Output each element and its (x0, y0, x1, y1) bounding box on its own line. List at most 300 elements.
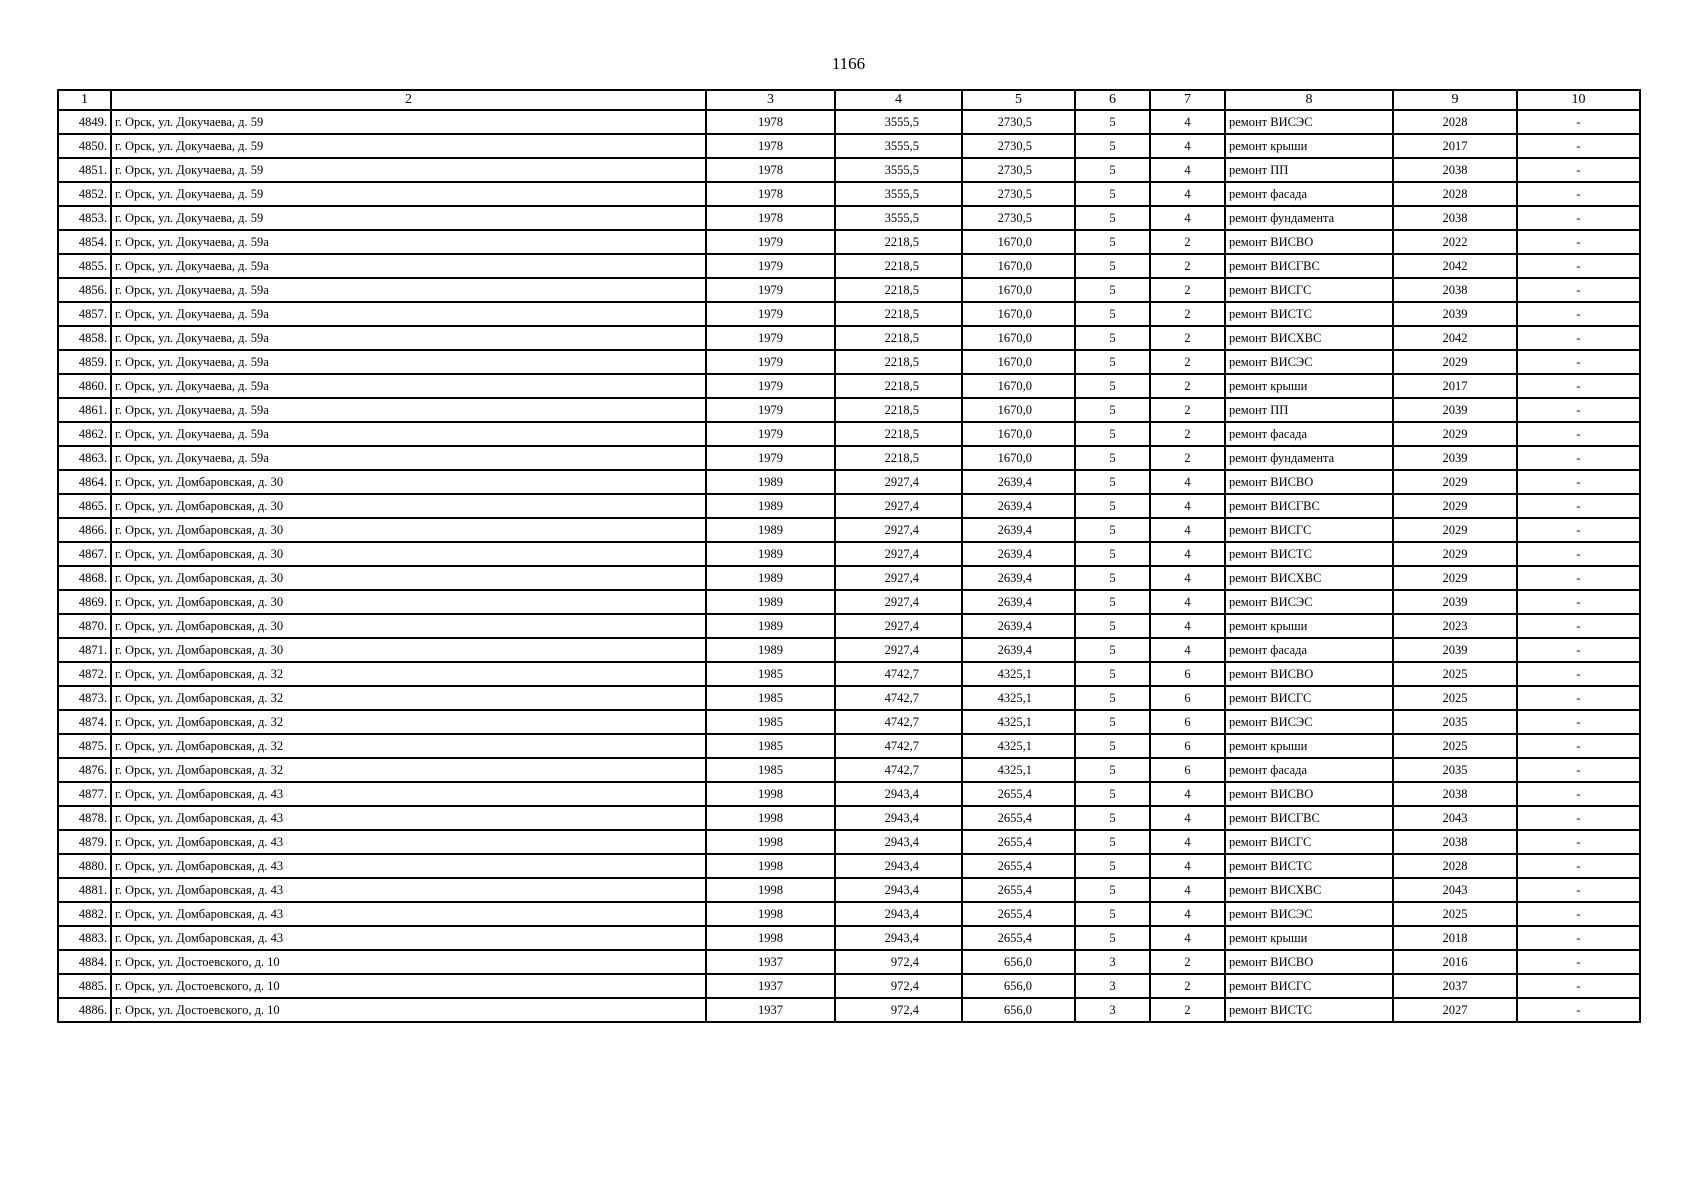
cell-year-built: 1989 (706, 614, 835, 638)
cell-entrances: 4 (1150, 470, 1225, 494)
cell-total-area: 3555,5 (835, 206, 962, 230)
table-row (58, 254, 1640, 278)
cell-note: - (1517, 254, 1640, 278)
cell-address: г. Орск, ул. Докучаева, д. 59 (111, 206, 706, 230)
cell-total-area: 2218,5 (835, 254, 962, 278)
cell-row-number: 4874. (58, 710, 111, 734)
cell-address: г. Орск, ул. Докучаева, д. 59а (111, 230, 706, 254)
cell-note: - (1517, 830, 1640, 854)
header-col-8: 8 (1225, 90, 1393, 110)
cell-address: г. Орск, ул. Достоевского, д. 10 (111, 950, 706, 974)
cell-living-area: 1670,0 (962, 230, 1075, 254)
cell-address: г. Орск, ул. Домбаровская, д. 30 (111, 494, 706, 518)
cell-work-type: ремонт фасада (1225, 422, 1393, 446)
cell-living-area: 2730,5 (962, 110, 1075, 134)
table-row (58, 926, 1640, 950)
cell-floors: 5 (1075, 398, 1150, 422)
cell-planned-year: 2038 (1393, 206, 1517, 230)
cell-entrances: 4 (1150, 542, 1225, 566)
cell-entrances: 6 (1150, 758, 1225, 782)
header-col-3: 3 (706, 90, 835, 110)
cell-planned-year: 2018 (1393, 926, 1517, 950)
cell-row-number: 4863. (58, 446, 111, 470)
cell-address: г. Орск, ул. Докучаева, д. 59 (111, 182, 706, 206)
cell-floors: 5 (1075, 182, 1150, 206)
cell-floors: 5 (1075, 686, 1150, 710)
table-row (58, 374, 1640, 398)
table-row (58, 590, 1640, 614)
cell-address: г. Орск, ул. Докучаева, д. 59 (111, 110, 706, 134)
cell-note: - (1517, 110, 1640, 134)
cell-year-built: 1989 (706, 518, 835, 542)
cell-row-number: 4884. (58, 950, 111, 974)
cell-planned-year: 2017 (1393, 134, 1517, 158)
cell-year-built: 1979 (706, 302, 835, 326)
table-row (58, 542, 1640, 566)
cell-note: - (1517, 470, 1640, 494)
cell-work-type: ремонт ВИСГС (1225, 830, 1393, 854)
cell-year-built: 1989 (706, 566, 835, 590)
cell-year-built: 1937 (706, 950, 835, 974)
cell-floors: 5 (1075, 566, 1150, 590)
table-row (58, 830, 1640, 854)
cell-row-number: 4850. (58, 134, 111, 158)
cell-row-number: 4858. (58, 326, 111, 350)
cell-address: г. Орск, ул. Домбаровская, д. 30 (111, 542, 706, 566)
cell-entrances: 4 (1150, 830, 1225, 854)
cell-floors: 5 (1075, 590, 1150, 614)
cell-address: г. Орск, ул. Докучаева, д. 59а (111, 422, 706, 446)
cell-year-built: 1978 (706, 134, 835, 158)
cell-work-type: ремонт ВИСГС (1225, 686, 1393, 710)
cell-planned-year: 2029 (1393, 518, 1517, 542)
cell-work-type: ремонт ВИСВО (1225, 782, 1393, 806)
table-row (58, 566, 1640, 590)
header-col-1: 1 (58, 90, 111, 110)
table-row (58, 230, 1640, 254)
cell-entrances: 2 (1150, 974, 1225, 998)
cell-year-built: 1989 (706, 494, 835, 518)
cell-planned-year: 2028 (1393, 182, 1517, 206)
cell-total-area: 2927,4 (835, 494, 962, 518)
table-row (58, 614, 1640, 638)
cell-total-area: 2218,5 (835, 446, 962, 470)
cell-entrances: 4 (1150, 134, 1225, 158)
table-row (58, 158, 1640, 182)
cell-work-type: ремонт ПП (1225, 158, 1393, 182)
cell-note: - (1517, 374, 1640, 398)
table-row (58, 278, 1640, 302)
cell-year-built: 1985 (706, 758, 835, 782)
cell-work-type: ремонт ВИСТС (1225, 302, 1393, 326)
cell-planned-year: 2038 (1393, 782, 1517, 806)
cell-address: г. Орск, ул. Домбаровская, д. 30 (111, 638, 706, 662)
cell-planned-year: 2025 (1393, 686, 1517, 710)
cell-living-area: 1670,0 (962, 398, 1075, 422)
cell-address: г. Орск, ул. Докучаева, д. 59а (111, 302, 706, 326)
cell-note: - (1517, 758, 1640, 782)
cell-planned-year: 2035 (1393, 710, 1517, 734)
cell-total-area: 2927,4 (835, 566, 962, 590)
cell-living-area: 1670,0 (962, 374, 1075, 398)
cell-note: - (1517, 590, 1640, 614)
cell-row-number: 4866. (58, 518, 111, 542)
cell-row-number: 4852. (58, 182, 111, 206)
cell-row-number: 4882. (58, 902, 111, 926)
cell-work-type: ремонт фасада (1225, 758, 1393, 782)
cell-living-area: 1670,0 (962, 422, 1075, 446)
cell-note: - (1517, 710, 1640, 734)
cell-floors: 5 (1075, 494, 1150, 518)
cell-planned-year: 2037 (1393, 974, 1517, 998)
cell-floors: 5 (1075, 662, 1150, 686)
cell-note: - (1517, 662, 1640, 686)
cell-row-number: 4859. (58, 350, 111, 374)
cell-planned-year: 2042 (1393, 326, 1517, 350)
cell-floors: 5 (1075, 422, 1150, 446)
cell-address: г. Орск, ул. Докучаева, д. 59а (111, 278, 706, 302)
cell-note: - (1517, 326, 1640, 350)
header-col-6: 6 (1075, 90, 1150, 110)
cell-work-type: ремонт фасада (1225, 182, 1393, 206)
cell-entrances: 4 (1150, 926, 1225, 950)
cell-entrances: 2 (1150, 950, 1225, 974)
cell-floors: 5 (1075, 614, 1150, 638)
cell-year-built: 1989 (706, 590, 835, 614)
table-row (58, 782, 1640, 806)
cell-total-area: 2218,5 (835, 326, 962, 350)
header-col-2: 2 (111, 90, 706, 110)
table-row (58, 422, 1640, 446)
cell-planned-year: 2043 (1393, 878, 1517, 902)
cell-note: - (1517, 518, 1640, 542)
cell-work-type: ремонт ВИСГС (1225, 518, 1393, 542)
cell-total-area: 2943,4 (835, 806, 962, 830)
table-row (58, 734, 1640, 758)
cell-work-type: ремонт крыши (1225, 134, 1393, 158)
cell-floors: 3 (1075, 950, 1150, 974)
table-row (58, 662, 1640, 686)
cell-entrances: 4 (1150, 182, 1225, 206)
cell-total-area: 2218,5 (835, 302, 962, 326)
table-row (58, 182, 1640, 206)
cell-address: г. Орск, ул. Домбаровская, д. 32 (111, 734, 706, 758)
cell-living-area: 1670,0 (962, 446, 1075, 470)
cell-floors: 3 (1075, 998, 1150, 1022)
cell-row-number: 4861. (58, 398, 111, 422)
cell-living-area: 2655,4 (962, 878, 1075, 902)
cell-entrances: 6 (1150, 662, 1225, 686)
cell-living-area: 656,0 (962, 998, 1075, 1022)
cell-total-area: 2218,5 (835, 230, 962, 254)
cell-note: - (1517, 638, 1640, 662)
cell-row-number: 4853. (58, 206, 111, 230)
cell-note: - (1517, 854, 1640, 878)
cell-work-type: ремонт ВИСВО (1225, 230, 1393, 254)
cell-work-type: ремонт ВИСВО (1225, 950, 1393, 974)
cell-entrances: 2 (1150, 326, 1225, 350)
header-col-10: 10 (1517, 90, 1640, 110)
cell-total-area: 4742,7 (835, 686, 962, 710)
cell-floors: 5 (1075, 878, 1150, 902)
cell-planned-year: 2023 (1393, 614, 1517, 638)
header-col-7: 7 (1150, 90, 1225, 110)
cell-living-area: 4325,1 (962, 710, 1075, 734)
cell-floors: 5 (1075, 446, 1150, 470)
cell-year-built: 1998 (706, 806, 835, 830)
cell-planned-year: 2029 (1393, 350, 1517, 374)
table-row (58, 302, 1640, 326)
cell-planned-year: 2039 (1393, 638, 1517, 662)
cell-floors: 5 (1075, 854, 1150, 878)
table-row (58, 110, 1640, 134)
cell-year-built: 1998 (706, 926, 835, 950)
cell-year-built: 1979 (706, 278, 835, 302)
cell-planned-year: 2042 (1393, 254, 1517, 278)
cell-total-area: 2943,4 (835, 830, 962, 854)
cell-year-built: 1979 (706, 446, 835, 470)
cell-living-area: 656,0 (962, 974, 1075, 998)
cell-floors: 5 (1075, 302, 1150, 326)
table-row (58, 518, 1640, 542)
cell-row-number: 4869. (58, 590, 111, 614)
cell-row-number: 4871. (58, 638, 111, 662)
cell-entrances: 2 (1150, 398, 1225, 422)
cell-entrances: 2 (1150, 350, 1225, 374)
cell-living-area: 1670,0 (962, 254, 1075, 278)
cell-work-type: ремонт крыши (1225, 926, 1393, 950)
cell-note: - (1517, 446, 1640, 470)
cell-total-area: 972,4 (835, 974, 962, 998)
cell-total-area: 3555,5 (835, 134, 962, 158)
cell-total-area: 2927,4 (835, 470, 962, 494)
cell-address: г. Орск, ул. Домбаровская, д. 30 (111, 518, 706, 542)
cell-planned-year: 2029 (1393, 494, 1517, 518)
cell-living-area: 1670,0 (962, 278, 1075, 302)
cell-note: - (1517, 230, 1640, 254)
cell-address: г. Орск, ул. Домбаровская, д. 43 (111, 782, 706, 806)
table-row (58, 686, 1640, 710)
cell-year-built: 1937 (706, 998, 835, 1022)
cell-year-built: 1979 (706, 374, 835, 398)
cell-living-area: 2639,4 (962, 518, 1075, 542)
cell-year-built: 1978 (706, 182, 835, 206)
cell-note: - (1517, 398, 1640, 422)
cell-entrances: 2 (1150, 230, 1225, 254)
cell-note: - (1517, 806, 1640, 830)
cell-entrances: 2 (1150, 998, 1225, 1022)
cell-address: г. Орск, ул. Домбаровская, д. 30 (111, 566, 706, 590)
cell-total-area: 2943,4 (835, 926, 962, 950)
table-row (58, 974, 1640, 998)
cell-work-type: ремонт ПП (1225, 398, 1393, 422)
cell-work-type: ремонт ВИСГВС (1225, 254, 1393, 278)
cell-living-area: 2655,4 (962, 782, 1075, 806)
cell-address: г. Орск, ул. Докучаева, д. 59 (111, 134, 706, 158)
cell-total-area: 2927,4 (835, 614, 962, 638)
cell-row-number: 4883. (58, 926, 111, 950)
cell-year-built: 1998 (706, 830, 835, 854)
cell-note: - (1517, 566, 1640, 590)
cell-living-area: 2655,4 (962, 806, 1075, 830)
cell-planned-year: 2043 (1393, 806, 1517, 830)
cell-total-area: 3555,5 (835, 182, 962, 206)
cell-address: г. Орск, ул. Домбаровская, д. 43 (111, 878, 706, 902)
table-row (58, 470, 1640, 494)
cell-floors: 5 (1075, 350, 1150, 374)
header-col-4: 4 (835, 90, 962, 110)
cell-floors: 5 (1075, 782, 1150, 806)
cell-address: г. Орск, ул. Домбаровская, д. 32 (111, 758, 706, 782)
table-row (58, 758, 1640, 782)
cell-note: - (1517, 926, 1640, 950)
cell-entrances: 2 (1150, 374, 1225, 398)
cell-entrances: 4 (1150, 158, 1225, 182)
cell-note: - (1517, 902, 1640, 926)
cell-year-built: 1998 (706, 782, 835, 806)
cell-row-number: 4860. (58, 374, 111, 398)
cell-work-type: ремонт ВИСТС (1225, 998, 1393, 1022)
cell-floors: 5 (1075, 470, 1150, 494)
cell-row-number: 4879. (58, 830, 111, 854)
cell-year-built: 1979 (706, 350, 835, 374)
cell-note: - (1517, 998, 1640, 1022)
cell-planned-year: 2027 (1393, 998, 1517, 1022)
cell-row-number: 4857. (58, 302, 111, 326)
cell-row-number: 4881. (58, 878, 111, 902)
cell-entrances: 4 (1150, 638, 1225, 662)
cell-total-area: 3555,5 (835, 110, 962, 134)
cell-living-area: 2639,4 (962, 590, 1075, 614)
cell-floors: 5 (1075, 830, 1150, 854)
cell-floors: 3 (1075, 974, 1150, 998)
cell-total-area: 2218,5 (835, 398, 962, 422)
cell-planned-year: 2029 (1393, 422, 1517, 446)
cell-entrances: 4 (1150, 518, 1225, 542)
cell-total-area: 972,4 (835, 950, 962, 974)
registry-table (57, 89, 1641, 1023)
cell-note: - (1517, 878, 1640, 902)
table-row (58, 902, 1640, 926)
cell-floors: 5 (1075, 758, 1150, 782)
cell-entrances: 2 (1150, 278, 1225, 302)
cell-entrances: 2 (1150, 446, 1225, 470)
cell-year-built: 1998 (706, 902, 835, 926)
cell-year-built: 1979 (706, 326, 835, 350)
cell-floors: 5 (1075, 374, 1150, 398)
cell-planned-year: 2029 (1393, 566, 1517, 590)
cell-row-number: 4851. (58, 158, 111, 182)
cell-row-number: 4878. (58, 806, 111, 830)
cell-year-built: 1979 (706, 254, 835, 278)
cell-entrances: 2 (1150, 422, 1225, 446)
cell-row-number: 4872. (58, 662, 111, 686)
cell-living-area: 4325,1 (962, 662, 1075, 686)
cell-entrances: 4 (1150, 566, 1225, 590)
cell-total-area: 2943,4 (835, 854, 962, 878)
cell-entrances: 4 (1150, 806, 1225, 830)
cell-total-area: 2927,4 (835, 542, 962, 566)
header-col-5: 5 (962, 90, 1075, 110)
cell-row-number: 4856. (58, 278, 111, 302)
cell-row-number: 4886. (58, 998, 111, 1022)
cell-work-type: ремонт крыши (1225, 614, 1393, 638)
cell-living-area: 2655,4 (962, 854, 1075, 878)
cell-total-area: 2943,4 (835, 878, 962, 902)
cell-work-type: ремонт ВИСТС (1225, 542, 1393, 566)
cell-row-number: 4854. (58, 230, 111, 254)
cell-year-built: 1985 (706, 662, 835, 686)
cell-year-built: 1985 (706, 734, 835, 758)
cell-planned-year: 2039 (1393, 398, 1517, 422)
cell-work-type: ремонт ВИСВО (1225, 662, 1393, 686)
cell-note: - (1517, 494, 1640, 518)
cell-floors: 5 (1075, 326, 1150, 350)
cell-row-number: 4877. (58, 782, 111, 806)
cell-address: г. Орск, ул. Домбаровская, д. 43 (111, 926, 706, 950)
cell-work-type: ремонт ВИСВО (1225, 470, 1393, 494)
cell-note: - (1517, 422, 1640, 446)
cell-work-type: ремонт фасада (1225, 638, 1393, 662)
table-row (58, 878, 1640, 902)
cell-address: г. Орск, ул. Докучаева, д. 59а (111, 398, 706, 422)
cell-floors: 5 (1075, 206, 1150, 230)
cell-address: г. Орск, ул. Докучаева, д. 59а (111, 326, 706, 350)
cell-work-type: ремонт ВИСТС (1225, 854, 1393, 878)
cell-row-number: 4876. (58, 758, 111, 782)
cell-entrances: 4 (1150, 854, 1225, 878)
cell-address: г. Орск, ул. Домбаровская, д. 43 (111, 806, 706, 830)
cell-address: г. Орск, ул. Докучаева, д. 59а (111, 446, 706, 470)
cell-planned-year: 2039 (1393, 302, 1517, 326)
cell-entrances: 6 (1150, 686, 1225, 710)
cell-entrances: 4 (1150, 782, 1225, 806)
cell-work-type: ремонт ВИСХВС (1225, 566, 1393, 590)
cell-floors: 5 (1075, 254, 1150, 278)
cell-total-area: 2218,5 (835, 350, 962, 374)
cell-total-area: 4742,7 (835, 710, 962, 734)
cell-planned-year: 2029 (1393, 542, 1517, 566)
cell-entrances: 4 (1150, 494, 1225, 518)
cell-entrances: 6 (1150, 710, 1225, 734)
cell-work-type: ремонт ВИСЭС (1225, 710, 1393, 734)
cell-work-type: ремонт крыши (1225, 374, 1393, 398)
cell-address: г. Орск, ул. Домбаровская, д. 32 (111, 686, 706, 710)
cell-planned-year: 2035 (1393, 758, 1517, 782)
cell-work-type: ремонт ВИСХВС (1225, 326, 1393, 350)
cell-address: г. Орск, ул. Домбаровская, д. 30 (111, 590, 706, 614)
cell-planned-year: 2038 (1393, 830, 1517, 854)
cell-note: - (1517, 734, 1640, 758)
cell-living-area: 2655,4 (962, 926, 1075, 950)
cell-floors: 5 (1075, 926, 1150, 950)
cell-year-built: 1989 (706, 542, 835, 566)
cell-work-type: ремонт ВИСЭС (1225, 902, 1393, 926)
cell-living-area: 2655,4 (962, 902, 1075, 926)
cell-floors: 5 (1075, 542, 1150, 566)
cell-living-area: 1670,0 (962, 326, 1075, 350)
cell-work-type: ремонт ВИСЭС (1225, 350, 1393, 374)
cell-floors: 5 (1075, 902, 1150, 926)
cell-planned-year: 2025 (1393, 662, 1517, 686)
cell-floors: 5 (1075, 806, 1150, 830)
cell-total-area: 972,4 (835, 998, 962, 1022)
cell-living-area: 2730,5 (962, 158, 1075, 182)
cell-entrances: 4 (1150, 206, 1225, 230)
cell-note: - (1517, 614, 1640, 638)
cell-year-built: 1979 (706, 398, 835, 422)
cell-address: г. Орск, ул. Домбаровская, д. 30 (111, 614, 706, 638)
